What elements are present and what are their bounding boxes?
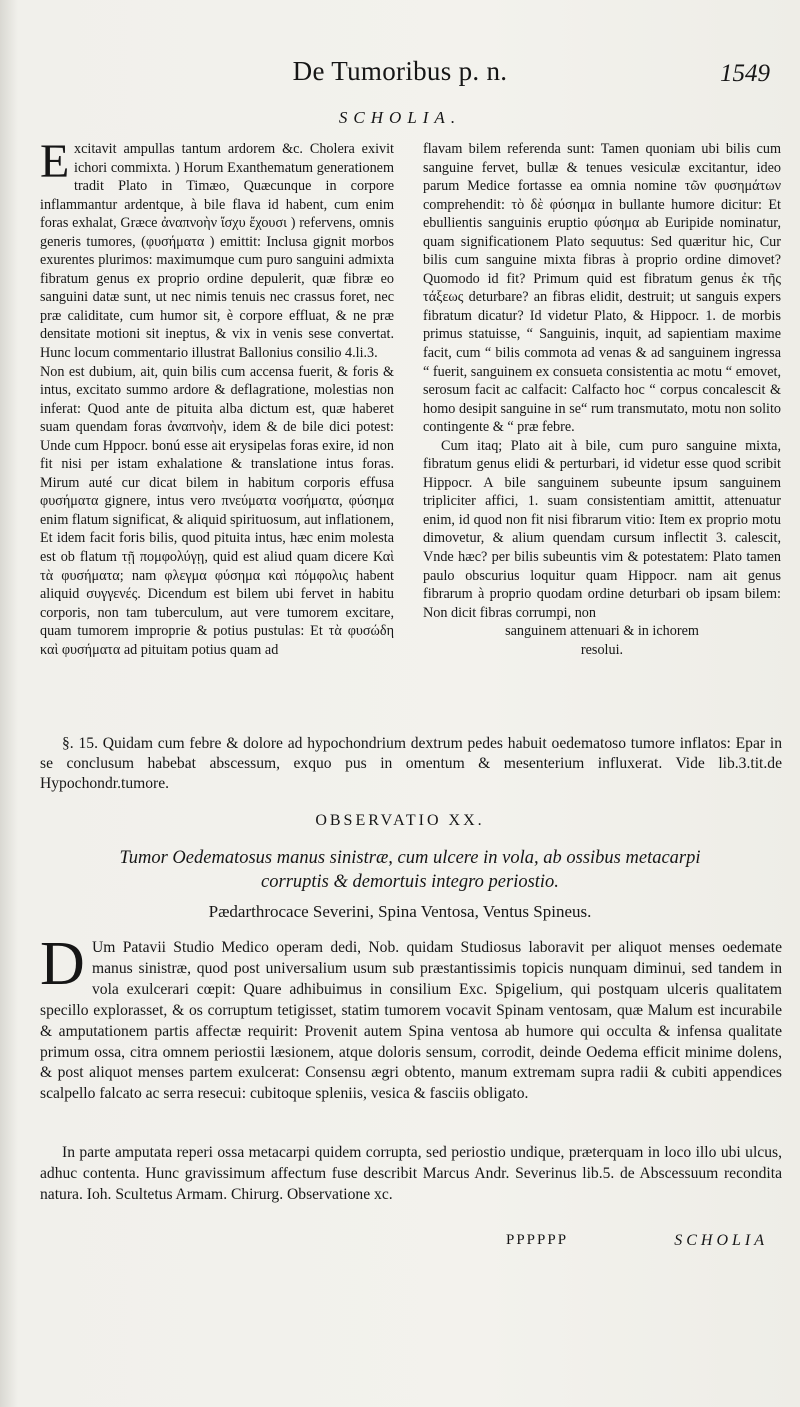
drop-cap-d: D [40,930,85,998]
observatio-paragraph-2: In parte amputata reperi ossa metacarpi quidem corrupta, sed periostio undique, præterquam in loco illo ubi ulcus, adhuc contenta. Hunc gravissimum affectum fuse describit Marcus Andr. Severinus lib.5. de Abscessuum recondita natura. Ioh. Scultetus Armam. Chirurg. Observatione xc. [40,1144,782,1203]
scholia-left-column [40,135,394,659]
page-footer [0,1232,800,1260]
observatio-heading: OBSERVATIO XX. [315,812,485,829]
page-header [0,52,800,92]
scholia-heading: SCHOLIA. [338,108,462,127]
running-title: De Tumoribus p. n. [292,56,508,86]
scholia-columns [40,135,782,720]
section-15-text: §. 15. Quidam cum febre & dolore ad hypochondrium dextrum pedes habuit oedematoso tumore inflatos: Epar in se conclusum habebat abscessum, exquo pus in omentum & mesenterium influxerat. Vide lib.3.tit.de Hypochondr.tumore. [40,735,782,792]
observatio-title-line-1: Tumor Oedematosus manus sinistræ, cum ulcere in vola, ab ossibus metacarpi [119,848,701,868]
scholia-left-paragraph-1 [40,135,394,363]
scholia-right-paragraph-2: Cum itaq; Plato ait à bile, cum puro sanguine mixta, fibratum genus elidi & perturbari, id videtur esse quod scribit Hippocr. A bile sanguinem subeunte ipsum sanguinem tripliciter affici, 1. suam consistentiam amittit, attenuatur enim, id quod non fit nisi fibrarum vitio: Item ex proprio motu dimovetur, & alium quendam cursum inflectit 3. calescit, Vnde hæc? per bilis subeuntis vim & potestatem: Plato tamen paulo obscurius loquitur quam Hippocr. nam ait genus fibrarum à proprio quodam ordine deturbari ob ipsam bilem: Non dicit fibras corrumpi, non [423,437,781,621]
show-through-texture [40,1268,782,1378]
signature-mark: PPPPPP [506,1232,569,1248]
scholia-left-text-1: xcitavit ampullas tantum ardorem &c. Cholera exivit ichori commixta. ) Horum Exanthematum generationem tradit Plato in Timæo, Quæcunque in corpore inflammantur ardentque, à bile flava id habent, cum enim foras exhalat, Græce ἀναπνοὴν ἴσχυ ἔχουσι ) refervens, omnis generis tumores, (φυσήματα ) emittit: Inclusa gignit morbos exurentes plurimos: maximumque cum puro sanguini admixta fibratum genus ex proprio ordine depulerit, quæ fibræ eo sanguini datæ sunt, ut nec nimis tenuis nec crassus foret, nec præ caliditate, cum humor sit, è corpore effluat, & ne præ densitate motioni sit ineptus, & vix in venis sese convertat. Hunc locum commentario illustrat Ballonius consilio 4.li.3. [40,141,394,362]
observatio-subtitle: Pædarthrocace Severini, Spina Ventosa, Ventus Spineus. [208,902,592,921]
observatio-paragraph-1 [40,930,782,1105]
scholia-left-paragraph-2: Non est dubium, ait, quin bilis cum accensa fuerit, & foris & intus, excitato summo ardore & deflagratione, molestias non inferat: Quod ante de pituita alba dictum est, quæ haberet suam quendam foras ἀναπνοὴν, idem & de bile dici potest: Unde cum Hppocr. bonú esse ait erysipelas foras exire, id non fit nisi per istam exhalatione & translatione intus foras. Mirum auté cur dicat bilem in habitum corporis effusa φυσήματα gignere, intus vero πνεύματα νοσήματα, φύσημα enim flatum significat, & aliquid spirituosum, aut inflationem, Et idem facit foris bilis, quod pituita intus, hæc enim molesta est ob flatum τῇ πομφολύγῃ, quid est aliud quam dicere Καὶ τὰ φυσήματα; nam φλεγμα φύσημα καὶ πόμφολις habent aliquid συγγενές. Dicendum est bilem ubi fervet in habitu corporis, non tam tuberculum, aut vere tumorem excitare, quam tumorem improprie & potius pustulas: Et τὰ φυσώδη καὶ φυσήματα ad pituitam potius quam ad [40,363,394,658]
catchword: SCHOLIA [674,1232,768,1249]
observatio-paragraph-2-block [40,1143,782,1206]
section-15 [40,734,782,794]
observatio-paragraph-1-text: Um Patavii Studio Medico operam dedi, Nob. quidam Studiosus laboravit per aliquot menses oedemate manus sinistræ, quod post universalium usum sub præstantissimis topicis nunquam diminui, sed tandem in vola exulcerari cœpit: Quare adhibuimus in consilium Exc. Spigelium, qui postquam ulceris qualitatem specillo explorasset, & os corruptum tetigisset, statim tumorem vocavit Spinam ventosam, quæ Malum est incurabile & amputationem partis affectæ requirit: Provenit autem Spina ventosa ab humore qui occulta & infensa qualitate primum ossa, citra omnem periostii læsionem, atque doloris sensum, corrodit, deinde Oedema efficit minime dolens, & post aliquot menses partem exulcerat: Consensu ægri obtento, manum extremam supra radii & cubiti appendices scalpello falcato ac serra resecui: cubitoque spleniis, vesica & fasciis obligato. [40,939,782,1103]
observatio-title [70,846,750,894]
observatio-title-line-2: corruptis & demortuis integro periostio. [261,872,559,892]
scholia-right-paragraph-1: flavam bilem referenda sunt: Tamen quoniam ubi bilis cum sanguine fervet, bullæ & tenues vesiculæ excitantur, ideo parum Medice fortasse ea omnia nomine τῶν φυσημάτων comprehendit: τὸ δὲ φύσημα in bullante humore dicitur: Et ebullientis sanguinis eruptio φύσημα ab Euripide nominatur, quam significationem Plato sequutus: Sed quæritur hic, Cur bilis cum sanguine mixta fibras à proprio ordine dimovet? Quomodo id fit? Primum quid est fibratum genus ἐκ τῆς τάξεως deturbare? an fibras elidit, destruit; ut sanguis expers fibratum dicatur? Id videtur Plato, & Hippocr. 1. de morbis primus statuisse, “ Sanguinis, inquit, ad sapientiam maxime facit, cum “ bilis commota ad venas & ad sanguinem ingressa “ fuerit, sanguinem ex consueta consistentia ac motu “ emovet, serosum facit ac calfacit: Calfacto hoc “ corpus concalescit & homo desipit sanguine in se“ rum transmutato, motu non solito contingente & “ præ febre. [423,141,781,436]
drop-cap-e: E [40,135,70,188]
scholia-right-closing-1: sanguinem attenuari & in ichorem [505,623,699,640]
scholia-right-closing-2: resolui. [580,641,624,658]
scholia-right-column [423,140,781,659]
page-number: 1549 [720,60,770,87]
